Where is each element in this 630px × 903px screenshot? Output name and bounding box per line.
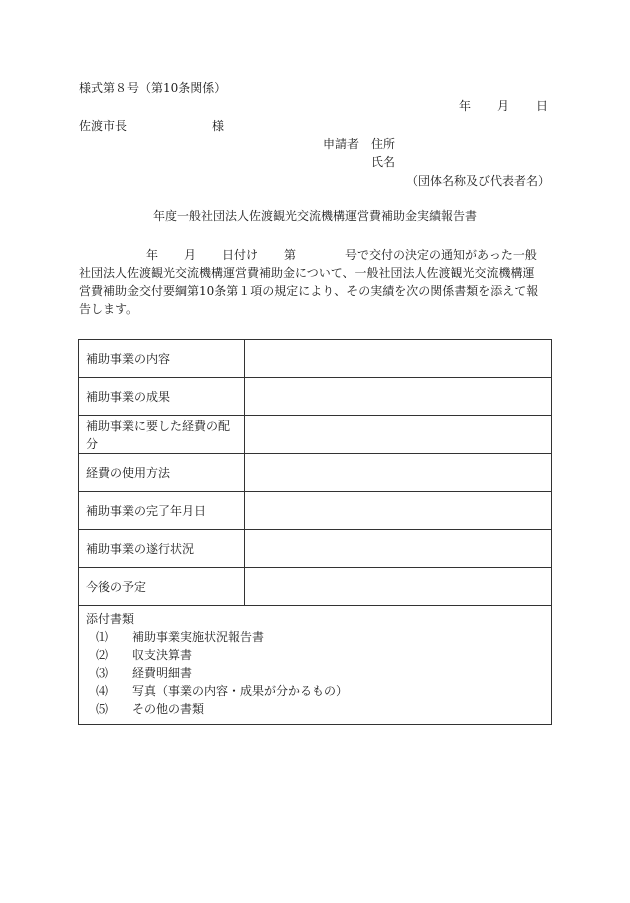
table-row: [79, 340, 552, 378]
attachment-item: [86, 700, 544, 718]
attachment-number: ⑶: [96, 666, 109, 680]
body-year-label: 年: [146, 248, 159, 262]
body-month-label: 月: [184, 248, 197, 262]
table-row: [79, 568, 552, 606]
row-value-field[interactable]: [245, 492, 552, 530]
body-line-1: [79, 246, 551, 264]
report-body: [79, 246, 551, 318]
attachments-cell: [79, 606, 552, 725]
row-value-field[interactable]: [245, 340, 552, 378]
row-label: 経費の使用方法: [79, 454, 245, 492]
attachment-number: ⑷: [96, 684, 109, 698]
attachment-item: [86, 664, 544, 682]
row-label: 補助事業の遂行状況: [79, 530, 245, 568]
table-row: [79, 454, 552, 492]
submission-date: [0, 100, 630, 114]
document-title: 年度一般社団法人佐渡観光交流機構運営費補助金実績報告書: [152, 209, 477, 223]
body-line-2: 社団法人佐渡観光交流機構運営費補助金について、一般社団法人佐渡観光交流機構運: [79, 266, 535, 280]
row-value-field[interactable]: [245, 416, 552, 454]
attachments-row: [79, 606, 552, 725]
row-value-field[interactable]: [245, 378, 552, 416]
row-label: 補助事業の完了年月日: [79, 492, 245, 530]
attachment-item: [86, 682, 544, 700]
body-line-4: 告します。: [79, 302, 139, 316]
attachment-text: 収支決算書: [132, 648, 193, 662]
attachment-item: [86, 646, 544, 664]
org-name-note: （団体名称及び代表者名）: [406, 174, 551, 188]
date-month-label: 月: [497, 99, 510, 113]
attachment-item: [86, 628, 544, 646]
table-row: [79, 416, 552, 454]
report-table: [78, 339, 552, 725]
table-row: [79, 530, 552, 568]
row-label: 補助事業に要した経費の配分: [79, 416, 245, 454]
attachment-text: 写真（事業の内容・成果が分かるもの）: [132, 684, 349, 698]
addressee: 佐渡市長: [79, 119, 128, 133]
row-value-field[interactable]: [245, 454, 552, 492]
attachments-heading: 添付書類: [86, 612, 135, 626]
table-row: [79, 378, 552, 416]
row-label: 補助事業の内容: [79, 340, 245, 378]
addressee-honorific: 様: [212, 119, 225, 133]
body-number-prefix: 第: [284, 248, 297, 262]
date-year-label: 年: [459, 99, 472, 113]
date-day-label: 日: [536, 99, 549, 113]
row-value-field[interactable]: [245, 530, 552, 568]
row-label: 今後の予定: [79, 568, 245, 606]
address-label: 住所: [371, 137, 396, 151]
name-label: 氏名: [371, 155, 396, 169]
attachment-text: 経費明細書: [132, 666, 193, 680]
body-dated-label: 日付け: [222, 248, 259, 262]
attachment-number: ⑴: [96, 630, 109, 644]
body-line-1-text: 号で交付の決定の通知があった一般: [345, 248, 537, 262]
body-line-3: 営費補助金交付要綱第10条第１項の規定により、その実績を次の関係書類を添えて報: [79, 284, 539, 298]
applicant-label: 申請者: [323, 137, 360, 151]
attachment-number: ⑵: [96, 648, 109, 662]
form-number: 様式第８号（第10条関係）: [79, 81, 227, 95]
row-value-field[interactable]: [245, 568, 552, 606]
attachment-number: ⑸: [96, 702, 109, 716]
table-row: [79, 492, 552, 530]
row-label: 補助事業の成果: [79, 378, 245, 416]
attachment-text: その他の書類: [132, 702, 205, 716]
attachment-text: 補助事業実施状況報告書: [132, 630, 265, 644]
